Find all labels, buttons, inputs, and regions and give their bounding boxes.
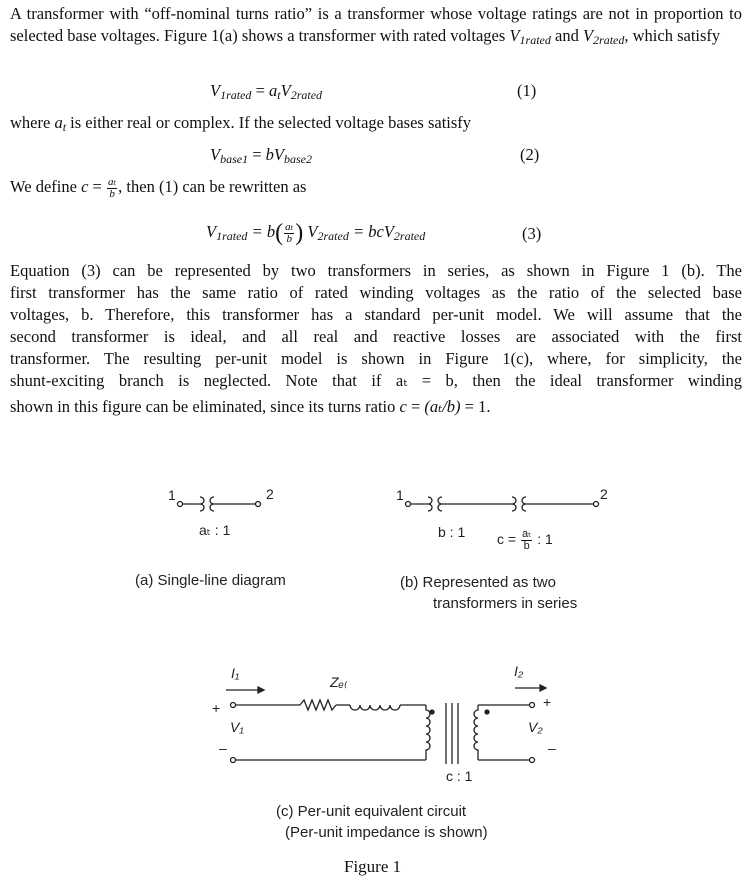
where-a-sub: t: [62, 120, 67, 134]
figure-title: Figure 1: [344, 857, 402, 876]
diagram-b-caption-line-1: (b) Represented as two: [400, 574, 556, 591]
diagram-b-transformers: [406, 497, 599, 511]
equation-3-number: (3): [522, 224, 542, 243]
v2-minus-sign: –: [548, 740, 556, 756]
v1-subscript: 1rated: [519, 33, 551, 47]
eq2-b: bV: [265, 145, 284, 164]
diagram-a-ratio: aₜ : 1: [199, 522, 231, 538]
diagram-a-transformer: [178, 497, 261, 511]
impedance-zeq-label: Zₑ₍: [330, 674, 348, 690]
diagram-b-caption-line-2: transformers in series: [433, 595, 578, 612]
intro-text: A transformer with “off-nominal turns ratio” is a transformer whose voltage ratings are not in proportion to selected base voltages. Figure 1(a) shows a transformer with rated voltages: [10, 4, 742, 45]
diagram-b-c-label: c =: [497, 531, 520, 548]
eq3-rhs-sub: 2rated: [393, 229, 426, 243]
define-c: c: [81, 177, 89, 196]
diagram-b-frac-num: aₜ: [521, 528, 532, 540]
define-equals: =: [88, 177, 106, 196]
diagram-c-circuit: [226, 685, 546, 764]
v2-plus-sign: +: [543, 694, 552, 710]
para2-last-c: c: [399, 397, 407, 416]
eq2-b-sub: base2: [284, 152, 312, 166]
eq2-lhs-sub: base1: [220, 152, 249, 166]
equation-2-number: (2): [520, 145, 540, 164]
eq3-mid-sub: 2rated: [317, 229, 349, 243]
eq3-lhs-sub: 1rated: [216, 229, 248, 243]
current-i1-label: I₁: [231, 665, 240, 681]
para2-line-4: second transformer is ideal, and all real and reactive losses are associated with the first: [10, 327, 742, 346]
eq3-frac-num: aₜ: [285, 220, 294, 233]
where-text-1: where: [10, 113, 55, 132]
para2-last-equals: =: [406, 397, 425, 416]
diagram-b-node-2: 2: [600, 486, 608, 502]
diagram-a-node-2: 2: [266, 486, 274, 502]
diagram-a-node-1: 1: [168, 487, 176, 503]
diagram-b-ratio-1: b : 1: [438, 524, 466, 540]
diagram-b-node-1: 1: [396, 487, 404, 503]
define-text-2: , then (1) can be rewritten as: [118, 177, 307, 196]
define-text-1: We define: [10, 177, 82, 196]
para2-last-text: shown in this figure can be eliminated, since its turns ratio: [10, 397, 400, 416]
equation-1-number: (1): [517, 81, 537, 100]
diagram-c-caption-line-1: (c) Per-unit equivalent circuit: [276, 803, 467, 820]
diagram-c-caption-line-2: (Per-unit impedance is shown): [285, 824, 488, 841]
v2-subscript: 2rated: [593, 33, 625, 47]
eq1-a-sub: t: [277, 88, 281, 102]
diagram-b-ratio-tail: : 1: [533, 531, 553, 548]
v2-symbol: V: [582, 26, 594, 45]
eq2-equals: =: [248, 145, 266, 164]
diagram-c-caption: [276, 801, 488, 843]
diagram-b-ratio-2: [497, 529, 553, 552]
para2-line-3: voltages, b. Therefore, this transformer has a standard per-unit model. We will assume that the: [10, 305, 742, 324]
v1-minus-sign: –: [219, 740, 227, 756]
eq2-lhs: V: [210, 145, 221, 164]
para2-line-6: shunt-exciting branch is neglected. Note that if aₜ = b, then the ideal transformer winding: [10, 371, 742, 390]
eq1-lhs: V: [210, 81, 221, 100]
eq3-frac-den: b: [286, 232, 292, 245]
where-a: a: [54, 113, 63, 132]
v1-label: V₁: [230, 719, 244, 735]
and-text: and: [555, 26, 579, 45]
v1-symbol: V: [509, 26, 520, 45]
eq1-a: a: [269, 81, 278, 100]
where-text-2: is either real or complex. If the selected voltage bases satisfy: [66, 113, 472, 132]
diagram-b-caption: [400, 572, 577, 614]
eq1-v: V: [280, 81, 291, 100]
para2-last-tail: = 1.: [460, 397, 491, 416]
define-frac-den: b: [109, 187, 115, 200]
eq3-lhs: V: [206, 222, 217, 241]
v2-label: V₂: [528, 719, 543, 735]
para2-line-5: transformer. The resulting per-unit model is shown in Figure 1(c), where, for simplicity, the: [10, 349, 742, 368]
diagram-c-ratio: c : 1: [446, 768, 473, 784]
equation-3: $V_{1rated} = b$( $\frac{\text{aₜ}}{b}$ ) $V_{2rated} = bcV_{2rated}$: [206, 220, 426, 246]
v1-plus-sign: +: [212, 700, 221, 716]
eq3-equals-b: = b: [247, 222, 276, 241]
define-frac-num: aₜ: [107, 175, 117, 188]
eq3-equals-bcv: = bcV: [348, 222, 394, 241]
current-i2-label: I₂: [514, 663, 524, 679]
diagram-a-caption: (a) Single-line diagram: [135, 572, 286, 589]
para2-last-ratio: (aₜ/b): [424, 397, 461, 416]
eq1-lhs-sub: 1rated: [220, 88, 252, 102]
eq1-equals: =: [251, 81, 269, 100]
para2-line-2: first transformer has the same ratio of rated winding voltages as the ratio of the selected base: [10, 283, 742, 302]
eq3-mid: V: [307, 222, 318, 241]
para2-line-1: Equation (3) can be represented by two transformers in series, as shown in Figure 1 (b). The: [10, 261, 742, 280]
intro-tail: , which satisfy: [624, 26, 721, 45]
eq1-v-sub: 2rated: [290, 88, 323, 102]
diagram-b-frac-den: b: [523, 540, 530, 552]
diagram-b-fraction: [521, 529, 532, 552]
